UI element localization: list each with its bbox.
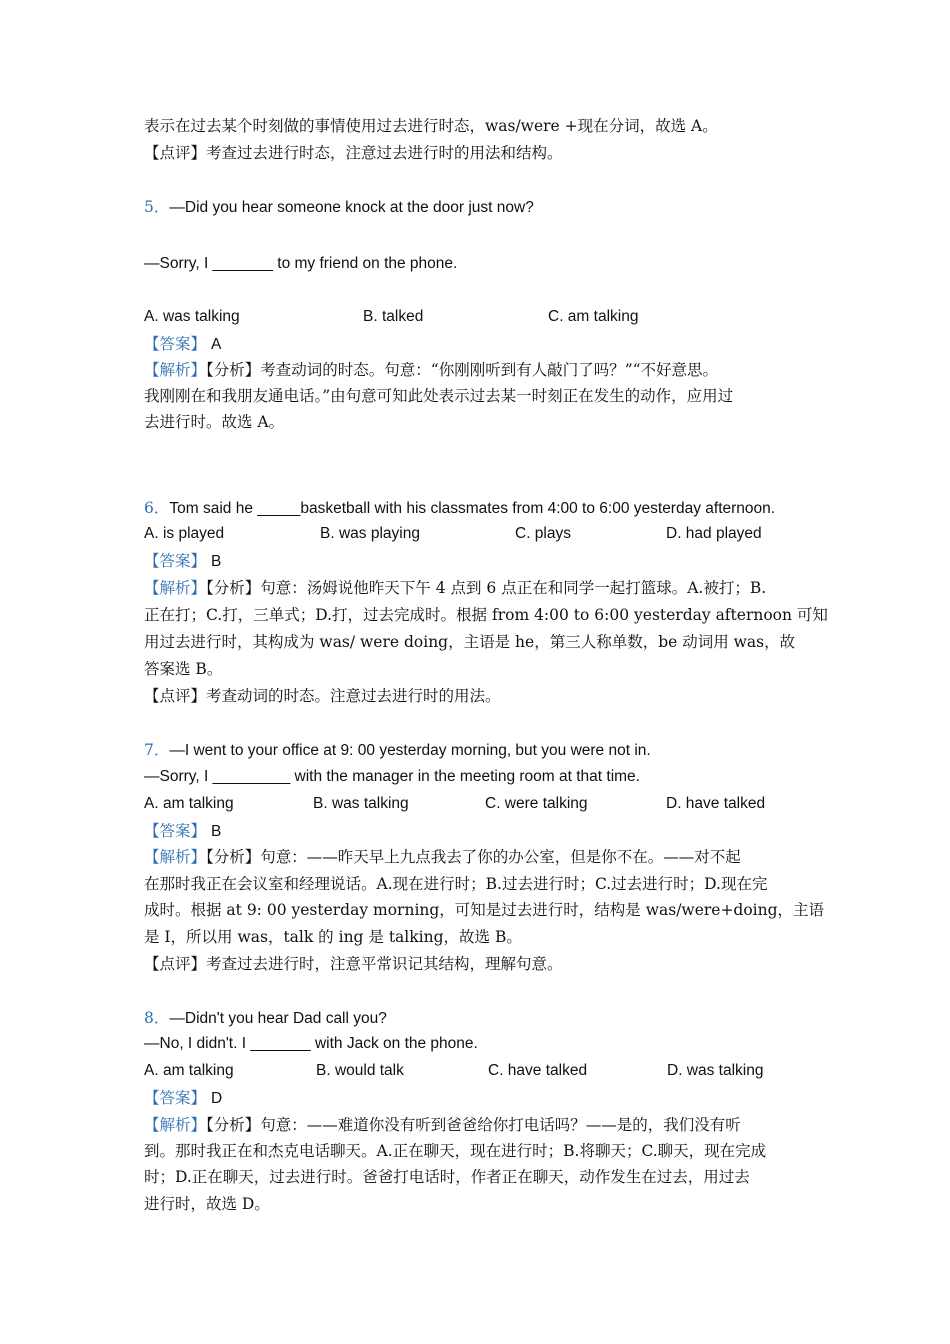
question-8 (144, 1008, 387, 1029)
explanation-tag: 【解析】 (144, 848, 207, 866)
comment-line: 【点评】考查过去进行时，注意平常识记其结构，理解句意。 (144, 955, 563, 973)
explanation-line: 正在打；C.打，三单式；D.打，过去完成时。根据 from 4:00 to 6:00 yesterday afternoon 可知 (144, 606, 828, 624)
explanation-line: 成时。根据 at 9: 00 yesterday morning，可知是过去进行时，结构是 was/were+doing，主语 (144, 901, 825, 919)
option-d: D. have talked (666, 795, 766, 812)
answer-line (144, 551, 221, 572)
question-reply: —Sorry, I _________ with the manager in the meeting room at that time. (144, 768, 640, 785)
explanation-line: 时；D.正在聊天，过去进行时。爸爸打电话时，作者正在聊天，动作发生在过去，用过去 (144, 1168, 750, 1186)
text-line: 表示在过去某个时刻做的事情使用过去进行时态，was/were +现在分词，故选 A。 (144, 117, 718, 135)
explanation-line: 用过去进行时，其构成为 was/ were doing，主语是 he，第三人称单数，be 动词用 was，故 (144, 633, 796, 651)
answer-value: B (210, 553, 222, 570)
question-text: Tom said he _____basketball with his classmates from 4:00 to 6:00 yesterday afternoon. (169, 500, 776, 517)
answer-line (144, 821, 221, 842)
answer-value: B (210, 823, 222, 840)
option-b: B. was playing (320, 525, 420, 542)
question-number: 6． (144, 499, 170, 517)
question-text: —Did you hear someone knock at the door just now? (169, 199, 534, 216)
question-text: —Didn't you hear Dad call you? (169, 1010, 387, 1027)
comment-line: 【点评】考查动词的时态。注意过去进行时的用法。 (144, 687, 501, 705)
question-7 (144, 740, 651, 761)
explanation-line (144, 847, 741, 867)
answer-value: D (210, 1090, 223, 1107)
explanation-tag: 【解析】 (144, 579, 207, 597)
option-d: D. had played (666, 525, 762, 542)
question-6 (144, 498, 775, 519)
explanation-text: 【分析】考查动词的时态。句意：“你刚刚听到有人敲门了吗？”“不好意思。 (206, 361, 719, 379)
explanation-line: 我刚刚在和我朋友通电话。”由句意可知此处表示过去某一时刻正在发生的动作，应用过 (144, 387, 734, 405)
answer-tag: 【答案】 (144, 1089, 207, 1107)
option-a: A. am talking (144, 795, 234, 812)
explanation-line (144, 1115, 741, 1135)
explanation-line: 是 I，所以用 was，talk 的 ing 是 talking，故选 B。 (144, 928, 522, 946)
answer-value: A (210, 336, 222, 353)
option-c: C. have talked (488, 1062, 588, 1079)
explanation-line (144, 578, 766, 598)
option-c: C. plays (515, 525, 571, 542)
question-reply: —No, I didn't. I _______ with Jack on the phone. (144, 1035, 478, 1052)
option-a: A. was talking (144, 308, 240, 325)
explanation-tag: 【解析】 (144, 361, 207, 379)
explanation-line: 到。那时我正在和杰克电话聊天。A.正在聊天，现在进行时；B.将聊天；C.聊天，现在完成 (144, 1142, 767, 1160)
option-b: B. talked (363, 308, 424, 325)
option-c: C. were talking (485, 795, 588, 812)
option-c: C. am talking (548, 308, 639, 325)
answer-line (144, 1088, 222, 1109)
question-number: 5． (144, 198, 170, 216)
question-text: —I went to your office at 9: 00 yesterday morning, but you were not in. (169, 742, 651, 759)
explanation-line: 去进行时。故选 A。 (144, 413, 285, 431)
explanation-text: 【分析】句意：——昨天早上九点我去了你的办公室，但是你不在。——对不起 (206, 848, 741, 866)
answer-tag: 【答案】 (144, 822, 207, 840)
option-a: A. is played (144, 525, 225, 542)
question-number: 7． (144, 741, 170, 759)
explanation-tag: 【解析】 (144, 1116, 207, 1134)
question-5 (144, 197, 534, 218)
option-b: B. was talking (313, 795, 409, 812)
explanation-line: 答案选 B。 (144, 660, 223, 678)
explanation-line: 在那时我正在会议室和经理说话。A.现在进行时；B.过去进行时；C.过去进行时；D.现在完 (144, 875, 768, 893)
question-number: 8． (144, 1009, 170, 1027)
question-reply: —Sorry, I _______ to my friend on the phone. (144, 255, 458, 272)
comment-line: 【点评】考查过去进行时态，注意过去进行时的用法和结构。 (144, 144, 563, 162)
answer-line (144, 334, 221, 355)
answer-tag: 【答案】 (144, 335, 207, 353)
explanation-text: 【分析】句意：汤姆说他昨天下午 4 点到 6 点正在和同学一起打篮球。A.被打；B. (206, 579, 767, 597)
explanation-line (144, 360, 718, 380)
option-d: D. was talking (667, 1062, 764, 1079)
option-b: B. would talk (316, 1062, 404, 1079)
explanation-line: 进行时，故选 D。 (144, 1195, 270, 1213)
option-a: A. am talking (144, 1062, 234, 1079)
explanation-text: 【分析】句意：——难道你没有听到爸爸给你打电话吗？——是的，我们没有听 (206, 1116, 741, 1134)
answer-tag: 【答案】 (144, 552, 207, 570)
